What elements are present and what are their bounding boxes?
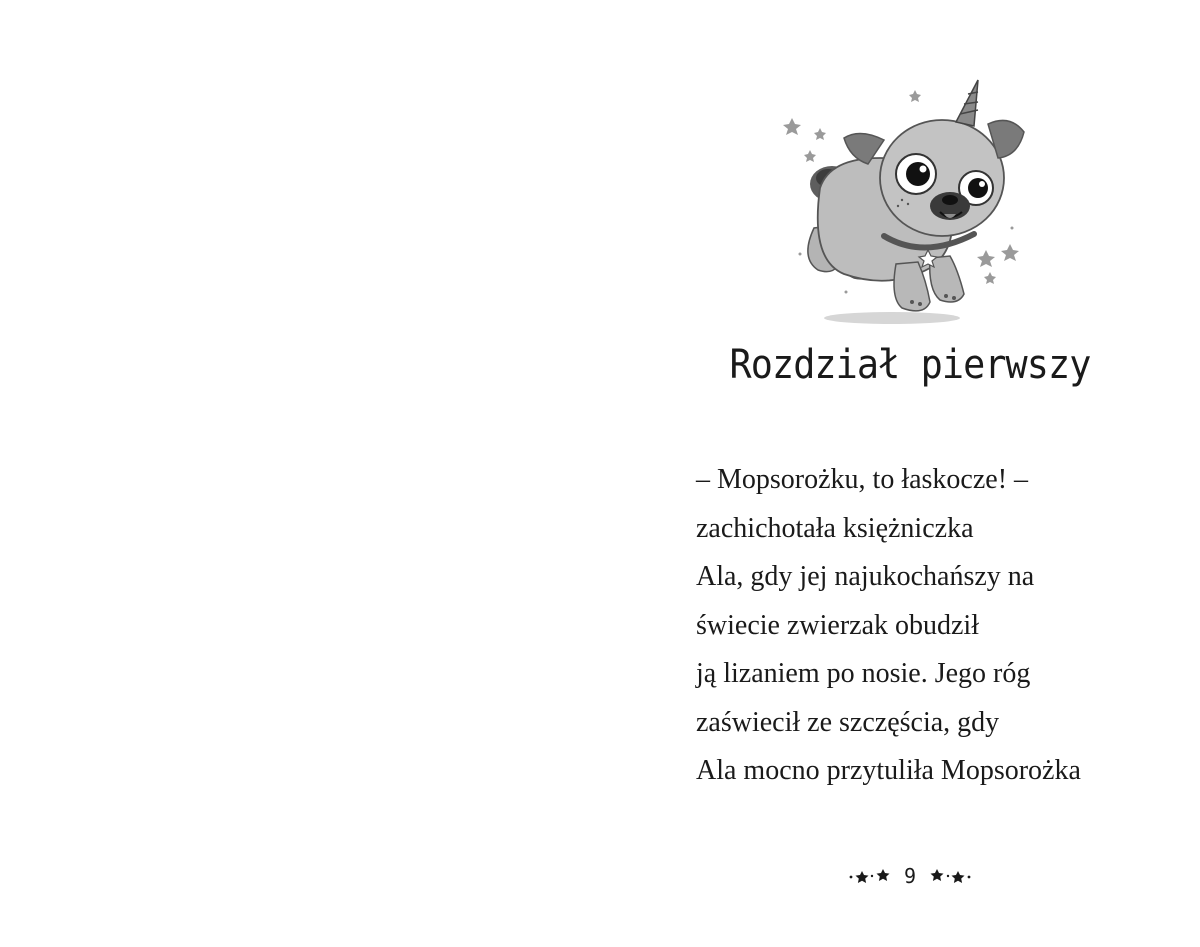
text-line: Ala mocno przytuliła Mopsorożka [696,755,1081,786]
unicorn-pug-illustration [780,78,1040,330]
chapter-title: Rozdział pierwszy [729,342,1091,388]
page-number: 9 [903,864,917,888]
text-line: ją lizaniem po nosie. Jego róg [696,658,1031,689]
page-footer [830,862,990,890]
star-ornament-right-icon [926,868,972,884]
body-paragraph [696,456,1166,796]
text-line: zachichotała księżniczka [696,512,974,544]
star-ornament-left-icon [848,868,894,884]
text-line: – Mopsorożku, to łaskocze! – [696,464,1029,495]
text-line: zaświecił ze szczęścia, gdy [696,706,1000,738]
text-line: świecie zwierzak obudził [696,609,979,641]
right-page [600,0,1200,947]
text-line: Ala, gdy jej najukochańszy na [696,561,1035,592]
